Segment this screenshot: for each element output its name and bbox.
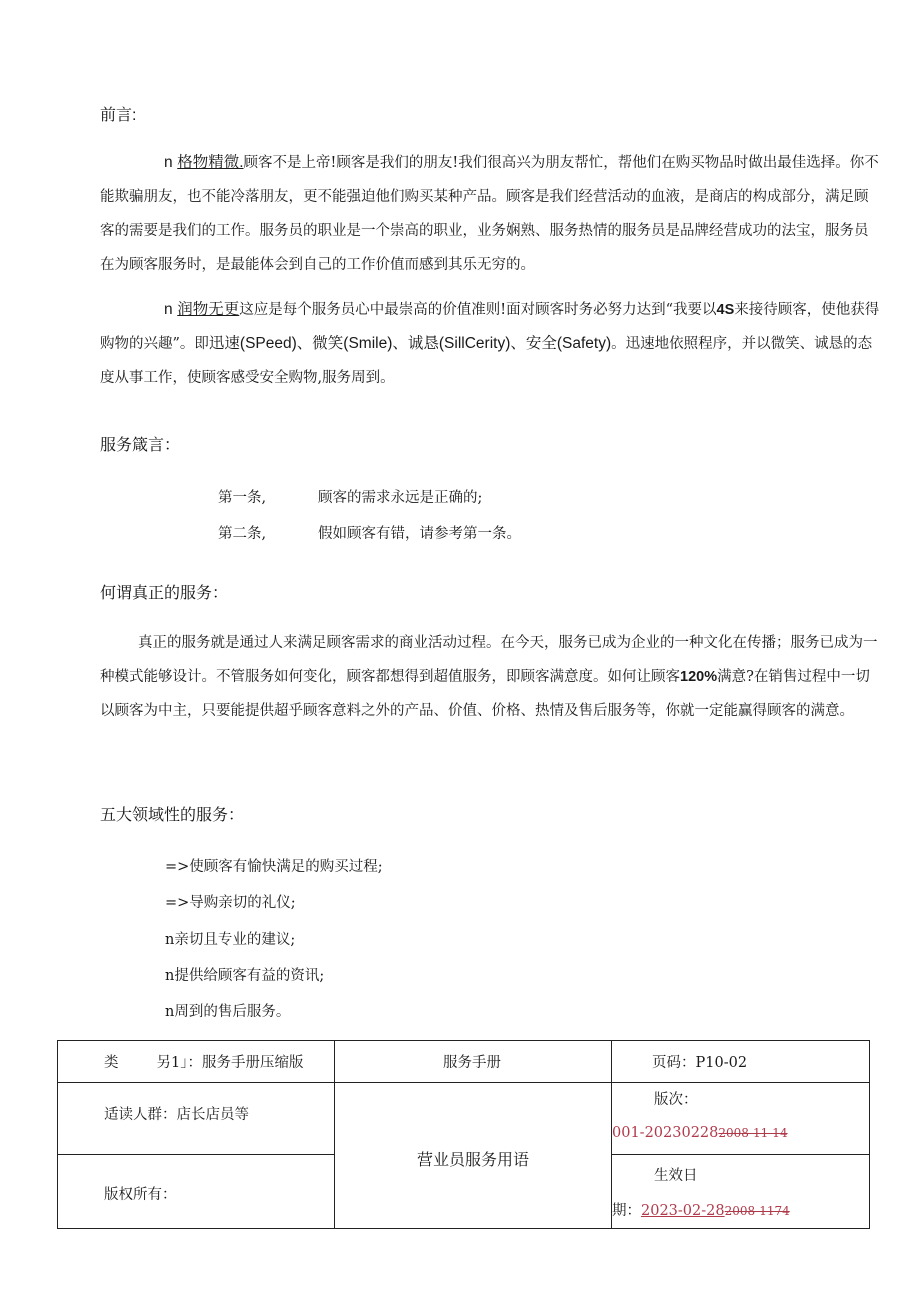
five-areas-title: 五大领域性的服务： (100, 807, 245, 824)
paragraph-text: 。迅速地依照程序，并以微笑、诚恳的态度从事工作，使顾客感受安全购物,服务周到。 (100, 336, 873, 386)
five-areas-item: n周到的售后服务。 (165, 1004, 291, 1020)
edition-old-value: 2008-11-14 (718, 1126, 788, 1140)
edition-label: 版次： (654, 1092, 698, 1108)
five-areas-item: n亲切且专业的建议; (165, 932, 296, 948)
true-service-title: 何谓真正的服务： (100, 585, 229, 602)
page-code: 页码：P10-02 (652, 1055, 748, 1071)
paragraph-text: 这应是每个服务员心中最崇高的价值准则!面对顾客时务必努力达到“我要以 (239, 302, 717, 318)
edition-line (612, 1125, 869, 1141)
manual-label: 服务手册 (443, 1055, 501, 1071)
page-code-cell (612, 1041, 870, 1083)
audience-cell (58, 1083, 335, 1155)
preface-paragraph-1 (100, 146, 880, 282)
true-service-paragraph (100, 626, 880, 728)
effective-value: 2023-02-28 (641, 1203, 725, 1219)
keyword-gewu: 格物精微. (177, 154, 244, 171)
motto-text-1: 顾客的需求永远是正确的; (318, 490, 483, 506)
category-value: 另1」：服务手册压缩版 (156, 1055, 304, 1071)
copyright-label: 版权所有： (104, 1187, 177, 1203)
effective-line (612, 1199, 869, 1220)
smile-term: 微笑(Smile)、 (312, 335, 408, 352)
effective-cell (612, 1155, 870, 1229)
edition-cell (612, 1083, 870, 1155)
paragraph-text: 来接待顾客，使他获得购物的兴趣”。即 (100, 302, 880, 352)
sincerity-term: 诚恳(SillCerity)、 (407, 335, 526, 352)
effective-old-value: 2008-1174 (724, 1204, 790, 1218)
manual-cell (335, 1041, 612, 1083)
doc-title: 营业员服务用语 (416, 1152, 529, 1169)
doc-title-cell (335, 1083, 612, 1229)
audience-text: 适读人群：店长店员等 (104, 1107, 249, 1123)
paragraph-text: 真正的服务就是通过人来满足顾客需求的商业活动过程。在今天，服务已成为企业的一种文化在传播；服务已成为一种模式能够设计。不管服务如何变化，顾客都想得到超值服务，即顾客满意度。如何让顾客 (100, 635, 878, 685)
category-label: 类 (104, 1055, 119, 1071)
bold-120-percent: 120% (680, 669, 718, 685)
copyright-cell (58, 1155, 335, 1229)
five-areas-item: n提供给顾客有益的资讯; (165, 968, 325, 984)
motto-title: 服务箴言： (100, 437, 181, 454)
motto-text-2: 假如顾客有错，请参考第一条。 (318, 526, 521, 542)
five-areas-item: =>导购亲切的礼仪; (165, 895, 296, 911)
safety-term: 安全(Safety) (525, 335, 612, 352)
keyword-runwu: 润物无更 (177, 301, 240, 318)
speed-term: 迅速(SPeed)、 (208, 335, 313, 352)
five-areas-item: =>使顾客有愉快满足的购买过程; (165, 859, 383, 875)
paragraph-text: 顾客不是上帝!顾客是我们的朋友!我们很高兴为朋友帮忙，帮他们在购买物品时做出最佳选择。你不能欺骗朋友，也不能冷落朋友，更不能强迫他们购买某种产品。顾客是我们经营活动的血液，是商店的构成部分，满足顾客的需要是我们的工作。服务员的职业是一个崇高的职业，业务娴熟、服务热情的服务员是品牌经营成功的法宝，服务员在为顾客服务时，是最能体会到自己的工作价值而感到其乐无穷的。 (100, 155, 879, 273)
category-cell (58, 1041, 335, 1083)
motto-label-1: 第一条, (218, 490, 267, 506)
bullet-marker: n (164, 301, 173, 318)
paragraph-text: 满意?在销售过程中一切以顾客为中主，只要能提供超乎顾客意料之外的产品、价值、价格、热情及售后服务等，你就一定能赢得顾客的满意。 (100, 669, 870, 719)
bullet-marker: n (164, 154, 173, 171)
effective-label: 生效日 (654, 1168, 698, 1184)
document-footer-table (57, 1040, 870, 1229)
bold-4s: 4S (716, 302, 735, 318)
edition-value: 001-20230228 (612, 1125, 719, 1141)
effective-prefix: 期： (612, 1203, 641, 1219)
preface-paragraph-2 (100, 293, 880, 395)
preface-title: 前言: (100, 107, 137, 124)
motto-label-2: 第二条, (218, 526, 267, 542)
